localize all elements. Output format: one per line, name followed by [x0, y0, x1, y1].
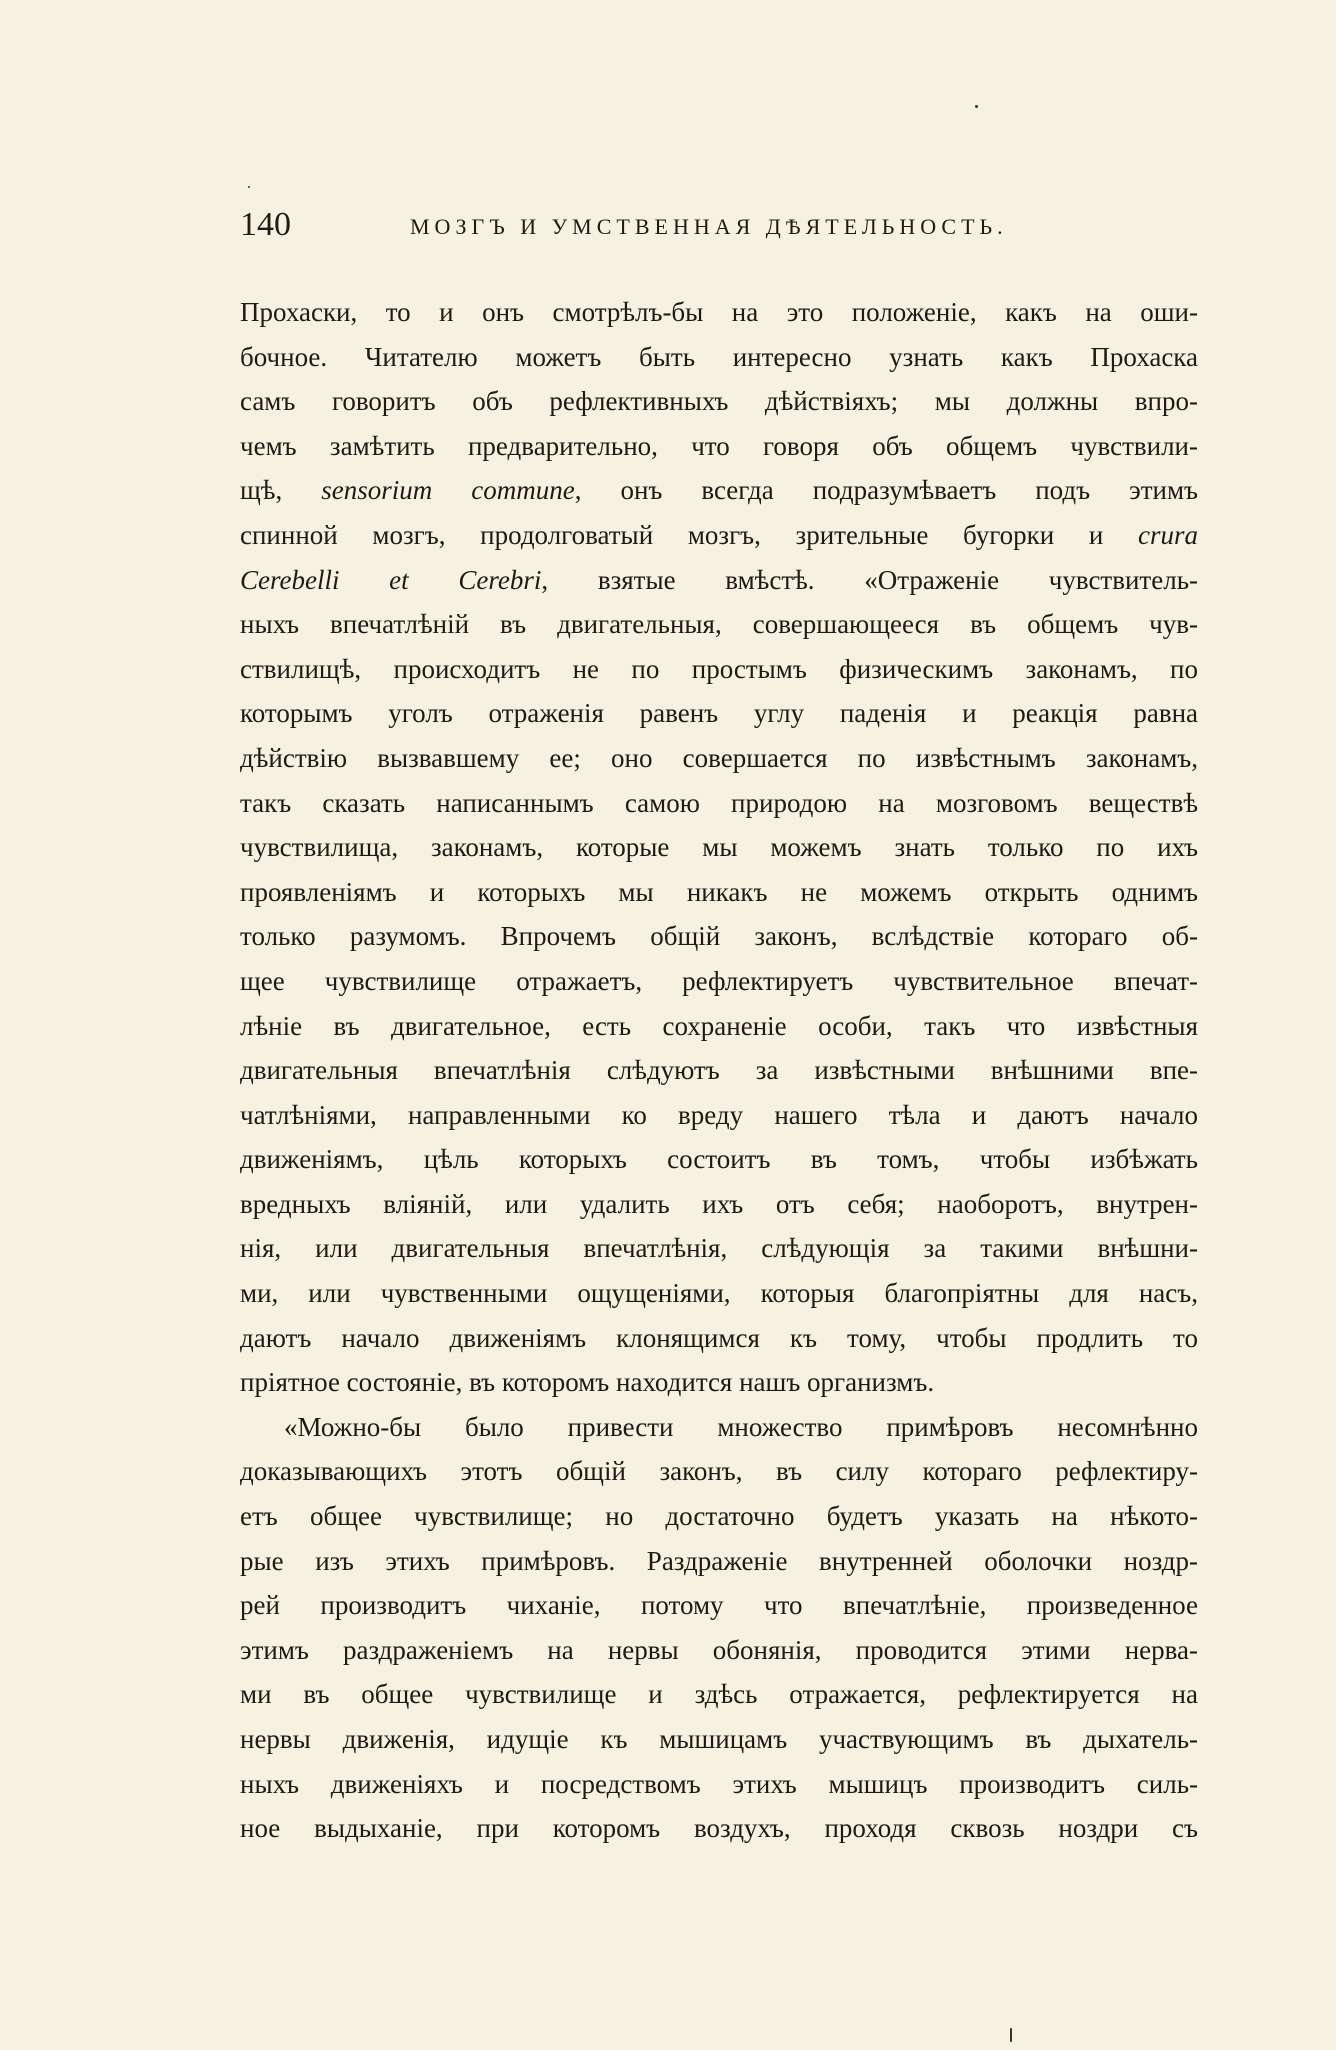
text-line: проявленіямъ и которыхъ мы никакъ не можемъ открыть однимъ	[240, 876, 1198, 907]
text-line: только разумомъ. Впрочемъ общій законъ, вслѣдствіе котораго об-	[240, 921, 1198, 952]
text-line: дѣйствію вызвавшему ее; оно совершается по извѣстнымъ законамъ,	[240, 742, 1198, 773]
text-line: чатлѣніями, направленными ко вреду нашего тѣла и даютъ начало	[240, 1099, 1198, 1130]
paper-speck	[248, 186, 250, 188]
text-line: ныхъ движеніяхъ и посредствомъ этихъ мышицъ производитъ силь-	[240, 1768, 1198, 1799]
text-line: рей производитъ чиханіе, потому что впечатлѣніе, произведенное	[240, 1590, 1198, 1621]
text-line: лѣніе въ двигательное, есть сохраненіе особи, такъ что извѣстныя	[240, 1010, 1198, 1041]
text-line: доказывающихъ этотъ общій законъ, въ силу котораго рефлектиру-	[240, 1456, 1198, 1487]
text-line: чемъ замѣтить предварительно, что говоря объ общемъ чувствили-	[240, 430, 1198, 461]
text-line: пріятное состояніе, въ которомъ находится нашъ организмъ.	[240, 1367, 935, 1398]
text-line: ствилищѣ, происходитъ не по простымъ физическимъ законамъ, по	[240, 653, 1198, 684]
text-line: чувствилища, законамъ, которые мы можемъ знать только по ихъ	[240, 832, 1198, 863]
page-number: 140	[240, 206, 291, 243]
text-line: рые изъ этихъ примѣровъ. Раздраженіе внутренней оболочки ноздр-	[240, 1545, 1198, 1576]
page-header	[240, 205, 1090, 245]
text-line: даютъ начало движеніямъ клонящимся къ тому, чтобы продлить то	[240, 1322, 1198, 1353]
text-line: самъ говоритъ объ рефлективныхъ дѣйствіяхъ; мы должны впро-	[240, 386, 1198, 417]
text-line: ныхъ впечатлѣній въ двигательныя, совершающееся въ общемъ чув-	[240, 609, 1198, 640]
text-line: етъ общее чувствилище; но достаточно будетъ указать на нѣкото-	[240, 1501, 1198, 1532]
text-line: вредныхъ вліяній, или удалить ихъ отъ себя; наоборотъ, внутрен-	[240, 1188, 1198, 1219]
text-line: щее чувствилище отражаетъ, рефлектируетъ чувствительное впечат-	[240, 965, 1198, 996]
text-line: нія, или двигательныя впечатлѣнія, слѣдующія за такими внѣшни-	[240, 1233, 1198, 1264]
running-title: МОЗГЪ И УМСТВЕННАЯ ДѢЯТЕЛЬНОСТЬ.	[410, 214, 1008, 239]
text-line: этимъ раздраженіемъ на нервы обонянія, проводится этими нерва-	[240, 1634, 1198, 1665]
text-line: Прохаски, то и онъ смотрѣлъ-бы на это положеніе, какъ на оши-	[240, 297, 1198, 327]
text-line: бочное. Читателю можетъ быть интересно узнать какъ Прохаска	[240, 341, 1198, 372]
body-text	[240, 290, 1198, 1851]
text-line: щѣ, sensorium commune, онъ всегда подразумѣваетъ подъ этимъ	[240, 475, 1198, 506]
paper-speck	[975, 105, 978, 108]
text-line: движеніямъ, цѣль которыхъ состоитъ въ томъ, чтобы избѣжать	[240, 1144, 1198, 1175]
paper-speck	[1010, 2028, 1012, 2042]
text-line: двигательныя впечатлѣнія слѣдуютъ за извѣстными внѣшними впе-	[240, 1055, 1198, 1086]
text-line: такъ сказать написаннымъ самою природою на мозговомъ веществѣ	[240, 787, 1198, 818]
text-line: ми въ общее чувствилище и здѣсь отражается, рефлектируется на	[240, 1679, 1198, 1710]
paragraph-start-line: «Можно-бы было привести множество примѣровъ несомнѣнно	[284, 1411, 1198, 1442]
text-line: нервы движенія, идущіе къ мышицамъ участвующимъ въ дыхатель-	[240, 1724, 1198, 1754]
text-line: спинной мозгъ, продолговатый мозгъ, зрительные бугорки и crura	[240, 519, 1198, 550]
text-line: Cerebelli et Cerebri, взятые вмѣстѣ. «Отраженіе чувствитель-	[240, 564, 1198, 595]
text-line: ное выдыханіе, при которомъ воздухъ, проходя сквозь ноздри съ	[240, 1813, 1198, 1844]
text-line: ми, или чувственными ощущеніями, которыя благопріятны для насъ,	[240, 1278, 1198, 1309]
text-line: которымъ уголъ отраженія равенъ углу паденія и реакція равна	[240, 698, 1198, 729]
